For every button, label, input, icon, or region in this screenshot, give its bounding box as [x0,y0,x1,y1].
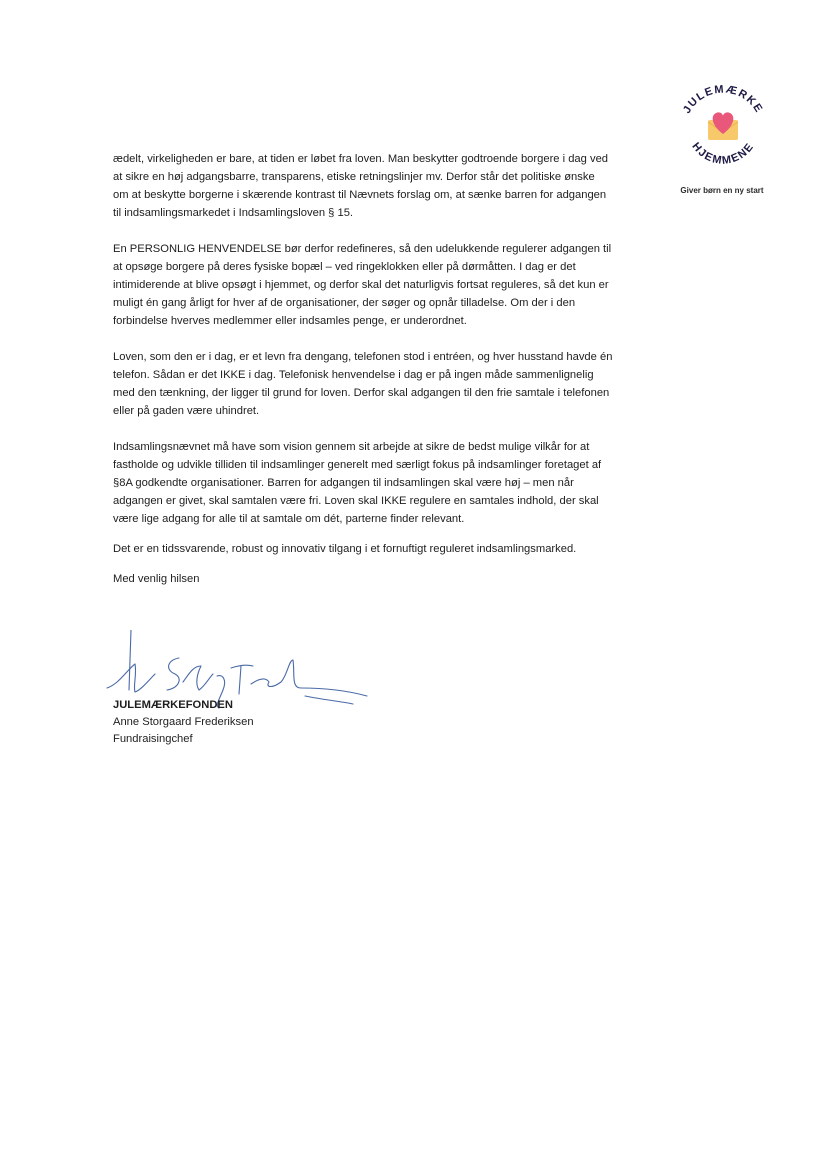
logo-emblem [672,70,772,190]
letter-body [113,150,613,600]
julemaerke-hjemmene-logo [672,70,772,200]
paragraph-4: Indsamlingsnævnet må have som vision gennem sit arbejde at sikre de bedst mulige vilkår for at fastholde og udvikle tilliden til indsamlinger generelt med særligt fokus på indsamlinger foretaget af §8A godkendte organisationer. Barren for adgangen til indsamlingen skal være høj – men når adgangen er givet, skal samtalen være fri. Loven skal IKKE regulere en samtales indhold, der skal være lige adgang for alle til at samtale om dét, parterne finder relevant. [113,441,602,525]
paragraph-3: Loven, som den er i dag, er et levn fra dengang, telefonen stod i entréen, og hver husstand havde én telefon. Sådan er det IKKE i dag. Telefonisk henvendelse i dag er på ingen måde sammenlignelig med den tænkning, der ligger til grund for loven. Derfor skal adgangen til den frie samtale i telefonen eller på gaden være uhindret. [113,351,613,417]
logo-bottom-text: HJEMMENE [689,140,757,167]
sender-organization: JULEMÆRKEFONDEN [113,699,233,711]
paragraph-2: En PERSONLIG HENVENDELSE bør derfor redefineres, så den udelukkende regulerer adgangen til at opsøge borgere på deres fysiske bopæl – ved ringeklokken eller på dørmåtten. I dag er det intimiderende at blive opsøgt i hjemmet, og derfor skal det naturligvis fortsat reguleres, så det kun er muligt én gang årligt for hver af de organisationer, der søger og opnår tilladelse. Om der i den forbindelse hverves medlemmer eller indsamles penge, er underordnet. [113,243,612,327]
paragraph-5: Det er en tidssvarende, robust og innovativ tilgang i et fornuftigt reguleret indsamlingsmarked. [113,543,577,555]
logo-tagline: Giver børn en ny start [680,186,764,195]
logo-top-text: JULEMÆRKE [680,83,766,116]
sender-block [113,697,254,748]
sender-title: Fundraisingchef [113,733,193,745]
closing-salutation: Med venlig hilsen [113,573,200,585]
sender-name: Anne Storgaard Frederiksen [113,716,254,728]
paragraph-1: ædelt, virkeligheden er bare, at tiden er løbet fra loven. Man beskytter godtroende borgere i dag ved at sikre en høj adgangsbarre, transparens, etiske retningslinjer mv. Derfor står det politiske ønske om at beskytte borgerne i skærende kontrast til Nævnets forslag om, at sænke barren for adgangen til indsamlingsmarkedet i Indsamlingsloven § 15. [113,153,609,219]
